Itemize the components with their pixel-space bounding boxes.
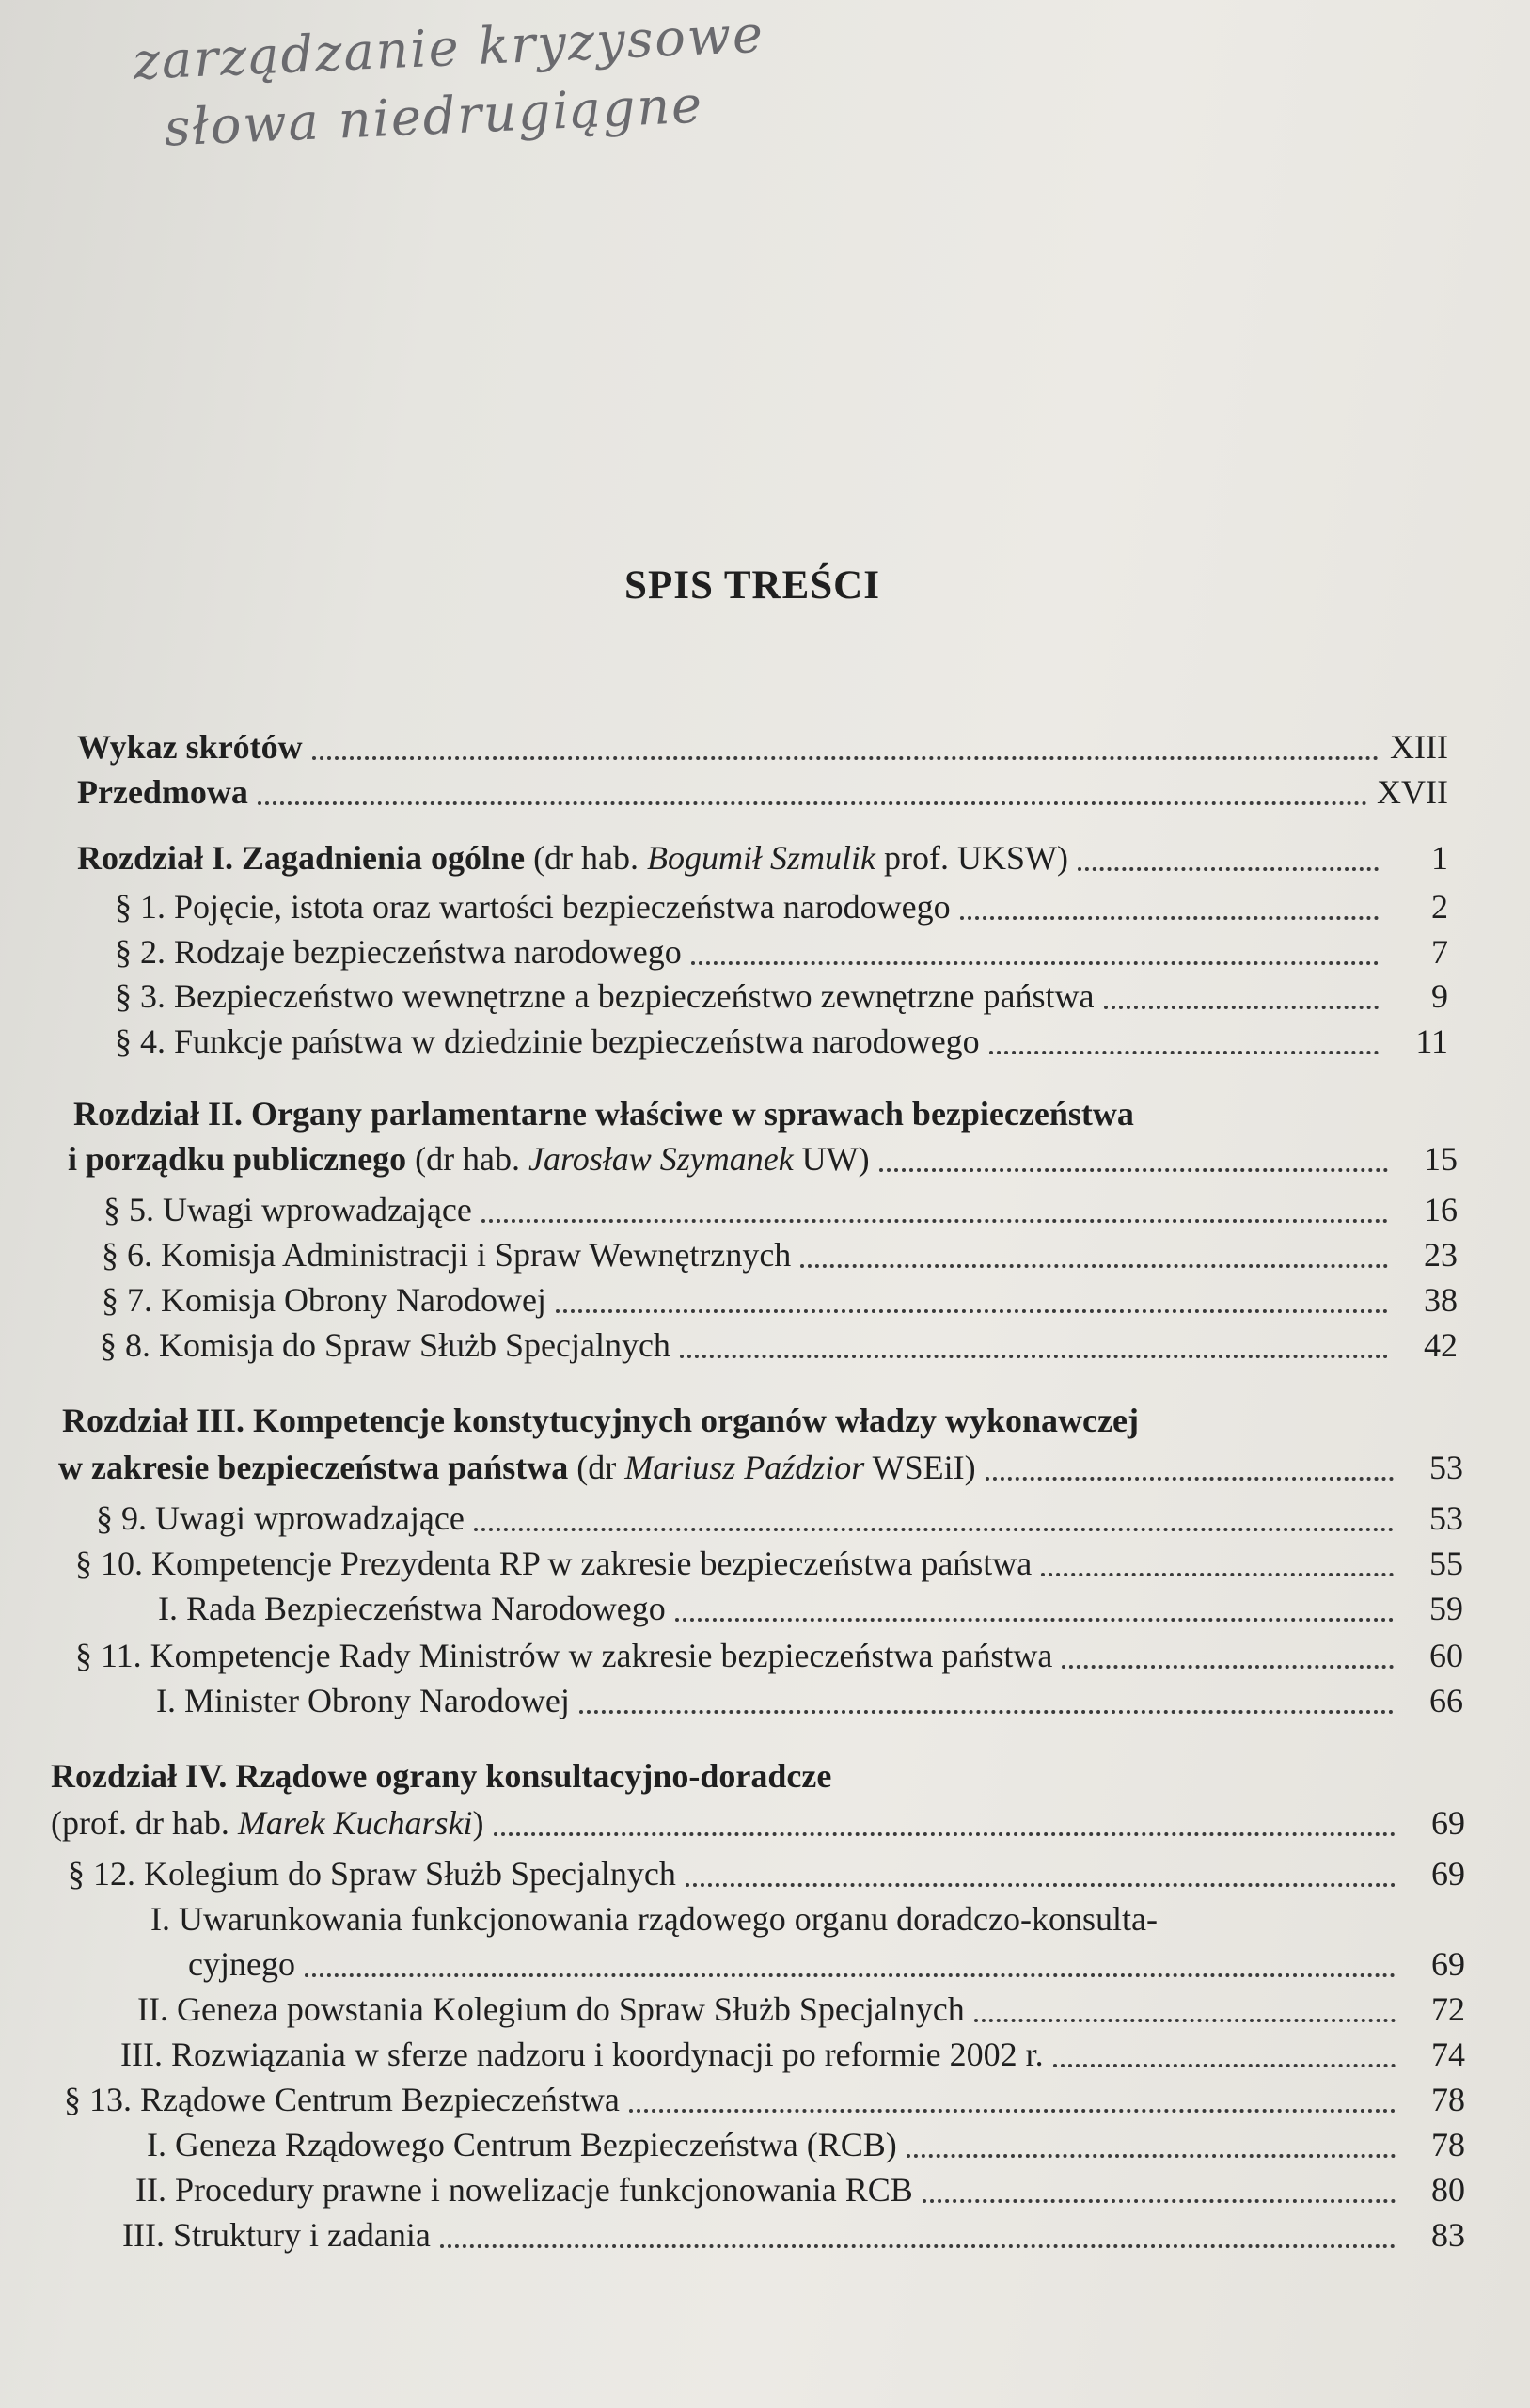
author-suffix: WSEiI) — [864, 1449, 976, 1486]
author-suffix: prof. UKSW) — [875, 839, 1068, 877]
chapter-author: Bogumił Szmulik — [647, 839, 876, 877]
author-prefix: (prof. dr hab. — [51, 1804, 238, 1842]
toc-entry-label: § 1. Pojęcie, istota oraz wartości bezpieczeństwa narodowego — [115, 888, 951, 926]
toc-entry — [147, 2124, 1465, 2165]
toc-entry-label: § 13. Rządowe Centrum Bezpieczeństwa — [64, 2081, 620, 2118]
toc-entry — [137, 1988, 1465, 2030]
chapter-page: 53 — [1429, 1449, 1463, 1486]
toc-entry-page: 60 — [1429, 1637, 1463, 1674]
toc-entry-page: 55 — [1429, 1545, 1463, 1582]
leader-dots — [474, 1528, 1394, 1531]
toc-entry-label: § 4. Funkcje państwa w dziedzinie bezpieczeństwa narodowego — [115, 1022, 980, 1060]
chapter-heading — [77, 837, 1448, 879]
leader-dots — [1041, 1573, 1394, 1576]
page-title: SPIS TREŚCI — [624, 563, 880, 608]
leader-dots — [691, 961, 1379, 965]
toc-entry — [102, 1234, 1458, 1275]
author-suffix: ) — [472, 1804, 484, 1842]
toc-entry-label: § 8. Komisja do Spraw Służb Specjalnych — [100, 1326, 670, 1364]
chapter-title-cont: i porządku publicznego — [68, 1140, 407, 1178]
toc-entry-page: 80 — [1431, 2171, 1465, 2209]
toc-entry-page: 38 — [1424, 1281, 1458, 1319]
toc-entry-label: § 6. Komisja Administracji i Spraw Wewnętrznych — [102, 1236, 792, 1274]
toc-entry — [64, 2079, 1465, 2120]
toc-entry-page: 69 — [1431, 1945, 1465, 1983]
leader-dots — [974, 2019, 1396, 2022]
chapter-title-cont: w zakresie bezpieczeństwa państwa — [58, 1449, 569, 1486]
toc-entry-page: 78 — [1431, 2126, 1465, 2163]
toc-entry-label: I. Minister Obrony Narodowej — [156, 1682, 570, 1719]
toc-entry-page: 53 — [1429, 1499, 1463, 1537]
leader-dots — [960, 916, 1379, 920]
toc-entry — [135, 2169, 1465, 2210]
chapter-author: Mariusz Paździor — [624, 1449, 865, 1486]
chapter-author: Marek Kucharski — [237, 1804, 473, 1842]
toc-entry-page: 74 — [1431, 2036, 1465, 2073]
toc-entry-label: I. Uwarunkowania funkcjonowania rządowego organu doradczo-konsulta- — [150, 1900, 1158, 1938]
toc-entry-page: 7 — [1431, 933, 1448, 971]
toc-entry-page: XIII — [1390, 728, 1448, 766]
leader-dots — [686, 1883, 1396, 1887]
toc-entry — [188, 1943, 1465, 1985]
toc-entry — [156, 1680, 1463, 1721]
chapter-page: 1 — [1431, 839, 1448, 877]
toc-entry — [75, 1635, 1463, 1676]
chapter-heading — [68, 1138, 1458, 1180]
toc-entry-page: 9 — [1431, 977, 1448, 1015]
toc-entry-label: II. Procedury prawne i nowelizacje funkcjonowania RCB — [135, 2171, 913, 2209]
chapter-title: Rozdział I. Zagadnienia ogólne — [77, 839, 526, 877]
toc-entry — [122, 2214, 1465, 2256]
toc-entry-page: 59 — [1429, 1590, 1463, 1627]
toc-entry-page: 2 — [1431, 888, 1448, 926]
toc-entry-label: § 10. Kompetencje Prezydenta RP w zakresie bezpieczeństwa państwa — [75, 1545, 1033, 1582]
toc-entry — [115, 931, 1448, 973]
leader-dots — [312, 756, 1379, 760]
toc-entry — [68, 1853, 1465, 1894]
toc-entry-label-cont: cyjnego — [188, 1945, 295, 1983]
toc-entry-preface — [77, 771, 1448, 813]
leader-dots — [579, 1710, 1394, 1714]
toc-entry-page: 16 — [1424, 1191, 1458, 1228]
toc-entry-page: 66 — [1429, 1682, 1463, 1719]
handwritten-line-1: zarządzanie kryzysowe — [132, 4, 766, 91]
leader-dots — [986, 1477, 1394, 1481]
toc-entry-label: III. Struktury i zadania — [122, 2216, 431, 2254]
toc-entry-abbreviations — [77, 726, 1448, 768]
handwritten-line-2: słowa niedrugiągne — [163, 74, 705, 158]
toc-entry-label: § 3. Bezpieczeństwo wewnętrzne a bezpieczeństwo zewnętrzne państwa — [115, 977, 1095, 1015]
toc-entry-label: I. Rada Bezpieczeństwa Narodowego — [158, 1590, 666, 1627]
chapter-heading — [51, 1802, 1465, 1844]
leader-dots — [305, 1973, 1396, 1977]
leader-dots — [989, 1051, 1379, 1054]
toc-entry-page: 23 — [1424, 1236, 1458, 1274]
toc-entry — [103, 1189, 1458, 1230]
leader-dots — [800, 1264, 1388, 1268]
toc-entry — [102, 1279, 1458, 1321]
leader-dots — [556, 1309, 1388, 1313]
toc-entry-label: Przedmowa — [77, 773, 248, 811]
leader-dots — [1104, 1006, 1379, 1009]
toc-entry-label: Wykaz skrótów — [77, 728, 303, 766]
toc-entry-label: § 9. Uwagi wprowadzające — [96, 1499, 465, 1537]
toc-entry — [100, 1324, 1458, 1366]
leader-dots — [907, 2154, 1396, 2158]
toc-entry — [96, 1497, 1463, 1539]
toc-entry-page: 11 — [1415, 1022, 1448, 1060]
toc-entry-page: XVII — [1377, 773, 1448, 811]
chapter-title: Rozdział III. Kompetencje konstytucyjnych organów władzy wykonawczej — [62, 1402, 1139, 1439]
leader-dots — [258, 801, 1367, 805]
author-prefix: (dr — [568, 1449, 625, 1486]
toc-entry-page: 78 — [1431, 2081, 1465, 2118]
author-prefix: (dr hab. — [406, 1140, 529, 1178]
author-suffix: UW) — [793, 1140, 870, 1178]
chapter-page: 69 — [1431, 1804, 1465, 1842]
leader-dots — [879, 1168, 1388, 1172]
chapter-page: 15 — [1424, 1140, 1458, 1178]
toc-entry-label: III. Rozwiązania w sferze nadzoru i koordynacji po reformie 2002 r. — [120, 2036, 1044, 2073]
leader-dots — [481, 1219, 1388, 1223]
chapter-author: Jarosław Szymanek — [528, 1140, 794, 1178]
leader-dots — [1078, 867, 1379, 871]
toc-entry-label: § 12. Kolegium do Spraw Służb Specjalnych — [68, 1855, 676, 1893]
toc-entry-label: § 5. Uwagi wprowadzające — [103, 1191, 472, 1228]
toc-entry — [120, 2034, 1465, 2075]
toc-entry-page: 42 — [1424, 1326, 1458, 1364]
toc-entry-label: II. Geneza powstania Kolegium do Spraw Służb Specjalnych — [137, 1990, 965, 2028]
leader-dots — [923, 2199, 1396, 2203]
leader-dots — [1062, 1665, 1394, 1669]
chapter-title: Rozdział II. Organy parlamentarne właściwe w sprawach bezpieczeństwa — [73, 1095, 1134, 1133]
leader-dots — [675, 1618, 1394, 1622]
toc-entry — [75, 1543, 1463, 1584]
toc-entry — [115, 886, 1448, 927]
toc-entry-label: I. Geneza Rządowego Centrum Bezpieczeństwa (RCB) — [147, 2126, 897, 2163]
toc-entry-label: § 2. Rodzaje bezpieczeństwa narodowego — [115, 933, 682, 971]
toc-entry-label: § 7. Komisja Obrony Narodowej — [102, 1281, 546, 1319]
toc-entry — [158, 1588, 1463, 1629]
chapter-heading — [58, 1447, 1463, 1488]
toc-entry-page: 83 — [1431, 2216, 1465, 2254]
leader-dots — [680, 1354, 1388, 1358]
leader-dots — [494, 1832, 1396, 1836]
toc-entry-label: § 11. Kompetencje Rady Ministrów w zakresie bezpieczeństwa państwa — [75, 1637, 1053, 1674]
toc-entry-page: 69 — [1431, 1855, 1465, 1893]
leader-dots — [1053, 2064, 1396, 2067]
chapter-title: Rozdział IV. Rządowe ograny konsultacyjno-doradcze — [51, 1757, 832, 1795]
author-prefix: (dr hab. — [525, 839, 648, 877]
toc-entry — [115, 1021, 1448, 1062]
leader-dots — [440, 2244, 1396, 2248]
toc-entry-page: 72 — [1431, 1990, 1465, 2028]
toc-entry — [115, 975, 1448, 1017]
leader-dots — [629, 2109, 1396, 2113]
